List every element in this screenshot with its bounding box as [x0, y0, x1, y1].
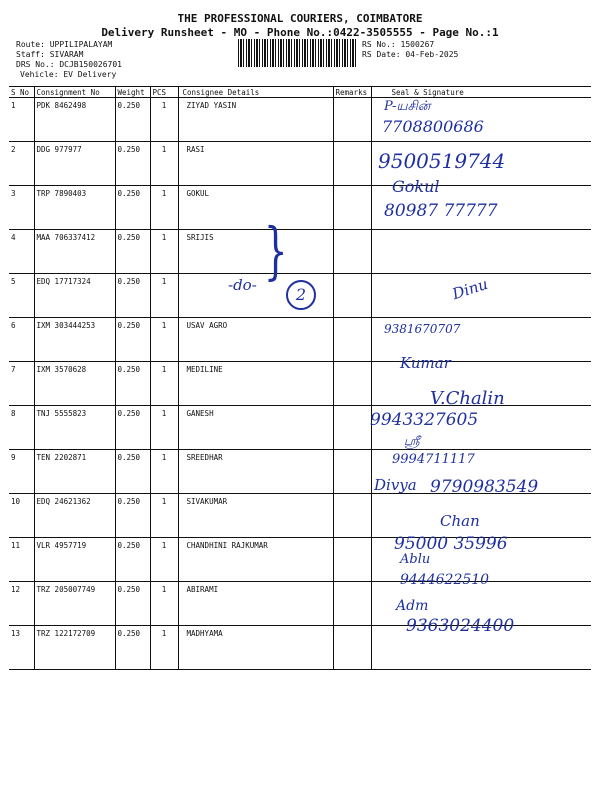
row-pcs: 1 — [150, 450, 178, 494]
row-sno: 7 — [9, 362, 34, 406]
row-consignment-no: EDQ 17717324 — [34, 274, 115, 318]
phone-11: 95000 35996 — [394, 534, 508, 554]
row-consignee: GOKUL — [178, 186, 333, 230]
row-weight: 0.250 — [115, 406, 150, 450]
row-consignment-no: IXM 3570628 — [34, 362, 115, 406]
brace-mark: } — [263, 214, 288, 287]
row-pcs: 1 — [150, 230, 178, 274]
row-pcs: 1 — [150, 494, 178, 538]
row-sno: 2 — [9, 142, 34, 186]
row-remarks — [333, 582, 371, 626]
rs-date: RS Date: 04-Feb-2025 — [362, 50, 459, 59]
company-title: THE PROFESSIONAL COURIERS, COIMBATORE — [177, 12, 423, 25]
row-consignment-no: IXM 303444253 — [34, 318, 115, 362]
row-weight: 0.250 — [115, 362, 150, 406]
row-sno: 13 — [9, 626, 34, 670]
signature-11: Chan — [440, 512, 480, 530]
col-sno: S No — [9, 87, 34, 98]
row-weight: 0.250 — [115, 494, 150, 538]
col-remarks: Remarks — [333, 87, 371, 98]
table-row — [9, 406, 591, 450]
row-remarks — [333, 406, 371, 450]
signature-13: Adm — [396, 598, 429, 614]
row-remarks — [333, 362, 371, 406]
row-weight: 0.250 — [115, 142, 150, 186]
row-pcs: 1 — [150, 98, 178, 142]
row-consignee: CHANDHINI RAJKUMAR — [178, 538, 333, 582]
phone-1: 7708800686 — [382, 117, 484, 136]
phone-8: 9943327605 — [370, 410, 479, 430]
row-consignee: USAV AGRO — [178, 318, 333, 362]
row-consignment-no: TRP 7890403 — [34, 186, 115, 230]
row-weight: 0.250 — [115, 582, 150, 626]
row-pcs: 1 — [150, 626, 178, 670]
col-pcs: PCS — [150, 87, 178, 98]
row-consignee: SIVAKUMAR — [178, 494, 333, 538]
row-consignment-no: EDQ 24621362 — [34, 494, 115, 538]
vehicle-label: Vehicle: EV Delivery — [20, 70, 117, 79]
phone-10: 9790983549 — [430, 477, 539, 497]
phone-13: 9363024400 — [406, 616, 515, 636]
row-consignee: ZIYAD YASIN — [178, 98, 333, 142]
col-consignment: Consignment No — [34, 87, 115, 98]
circled-count: 2 — [286, 280, 316, 310]
table-row — [9, 230, 591, 274]
row-consignee: MADHYAMA — [178, 626, 333, 670]
row-consignment-no: TRZ 122172709 — [34, 626, 115, 670]
row-remarks — [333, 186, 371, 230]
row-consignee: ABIRAMI — [178, 582, 333, 626]
row-signature — [371, 230, 591, 274]
signature-9: ஸ்ரீ — [404, 434, 420, 448]
phone-2: 9500519744 — [378, 149, 506, 173]
row-pcs: 1 — [150, 274, 178, 318]
row-consignment-no: VLR 4957719 — [34, 538, 115, 582]
row-pcs: 1 — [150, 142, 178, 186]
row-remarks — [333, 318, 371, 362]
phone-3: 80987 77777 — [384, 201, 498, 221]
row-sno: 1 — [9, 98, 34, 142]
row-weight: 0.250 — [115, 98, 150, 142]
row-weight: 0.250 — [115, 230, 150, 274]
runsheet-subtitle: Delivery Runsheet - MO - Phone No.:0422-3505555 - Page No.:1 — [101, 26, 499, 39]
phone-6: 9381670707 — [384, 322, 461, 336]
col-signature: Seal & Signature — [371, 87, 591, 98]
row-consignee: GANESH — [178, 406, 333, 450]
info-left — [16, 40, 122, 80]
row-consignee: SRIJIS — [178, 230, 333, 274]
table-row — [9, 318, 591, 362]
rs-number: RS No.: 1500267 — [362, 40, 435, 49]
signature-3: Gokul — [392, 177, 440, 196]
row-remarks — [333, 274, 371, 318]
col-weight: Weight — [115, 87, 150, 98]
row-consignment-no: TRZ 205007749 — [34, 582, 115, 626]
route-label: Route: UPPILIPALAYAM — [16, 40, 113, 49]
drs-number: DRS No.: DCJB150026701 — [16, 60, 122, 69]
row-consignment-no: MAA 706337412 — [34, 230, 115, 274]
row-consignment-no: TEN 2202871 — [34, 450, 115, 494]
table-row — [9, 186, 591, 230]
ditto-mark: -do- — [228, 276, 257, 294]
row-pcs: 1 — [150, 318, 178, 362]
staff-label: Staff: SIVARAM — [16, 50, 84, 59]
row-consignment-no: PDK 8462498 — [34, 98, 115, 142]
row-remarks — [333, 98, 371, 142]
row-consignment-no: DDG 977977 — [34, 142, 115, 186]
row-sno: 8 — [9, 406, 34, 450]
signature-1: P-யசின் — [384, 99, 431, 114]
row-weight: 0.250 — [115, 538, 150, 582]
signature-7: Kumar — [400, 354, 451, 372]
row-sno: 9 — [9, 450, 34, 494]
phone-9: 9994711117 — [392, 452, 475, 467]
row-sno: 5 — [9, 274, 34, 318]
row-weight: 0.250 — [115, 186, 150, 230]
row-remarks — [333, 626, 371, 670]
signature-10: Divya — [374, 476, 417, 494]
runsheet-table — [9, 86, 591, 670]
row-sno: 6 — [9, 318, 34, 362]
table-row — [9, 98, 591, 142]
row-remarks — [333, 230, 371, 274]
signature-8: V.Chalin — [430, 388, 505, 409]
row-remarks — [333, 538, 371, 582]
signature-5: Dinu — [450, 274, 491, 304]
row-consignment-no: TNJ 5555823 — [34, 406, 115, 450]
row-sno: 4 — [9, 230, 34, 274]
row-sno: 12 — [9, 582, 34, 626]
phone-12: 9444622510 — [400, 572, 490, 588]
row-remarks — [333, 494, 371, 538]
table-row — [9, 494, 591, 538]
row-pcs: 1 — [150, 582, 178, 626]
row-weight: 0.250 — [115, 450, 150, 494]
row-weight: 0.250 — [115, 626, 150, 670]
row-signature — [371, 494, 591, 538]
row-sno: 10 — [9, 494, 34, 538]
row-pcs: 1 — [150, 362, 178, 406]
table-header-row — [9, 87, 591, 98]
row-consignee: MEDILINE — [178, 362, 333, 406]
row-pcs: 1 — [150, 186, 178, 230]
row-consignee: RASI — [178, 142, 333, 186]
col-consignee: Consignee Details — [178, 87, 333, 98]
row-remarks — [333, 450, 371, 494]
row-weight: 0.250 — [115, 318, 150, 362]
barcode — [238, 39, 358, 67]
row-consignee: SREEDHAR — [178, 450, 333, 494]
row-remarks — [333, 142, 371, 186]
row-weight: 0.250 — [115, 274, 150, 318]
row-pcs: 1 — [150, 538, 178, 582]
row-sno: 11 — [9, 538, 34, 582]
row-sno: 3 — [9, 186, 34, 230]
signature-12: Ablu — [400, 552, 431, 567]
row-pcs: 1 — [150, 406, 178, 450]
info-right — [362, 40, 458, 60]
